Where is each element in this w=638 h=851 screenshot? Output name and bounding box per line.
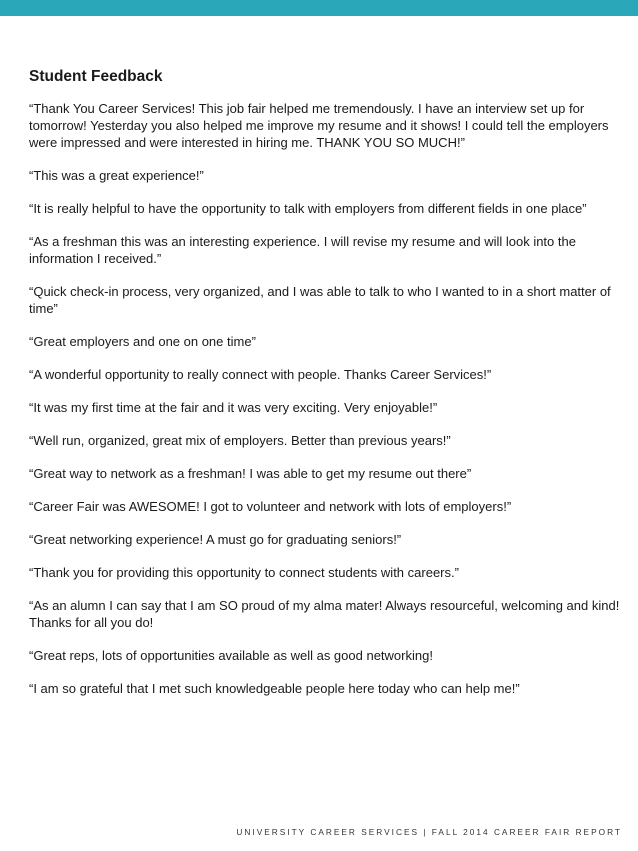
feedback-section (29, 66, 625, 713)
top-accent-bar (0, 0, 638, 16)
feedback-quote: “Thank You Career Services! This job fair helped me tremendously. I have an interview set up for tomorrow! Yesterday you also helped me improve my resume and it shows! I could tell the employers were impressed and were interested in hiring me. THANK YOU SO MUCH!” (29, 101, 609, 150)
feedback-quote: “As a freshman this was an interesting experience. I will revise my resume and will look into the information I received.” (29, 234, 576, 266)
page-footer: UNIVERSITY CAREER SERVICES | FALL 2014 CAREER FAIR REPORT (236, 827, 622, 837)
feedback-quote: “Well run, organized, great mix of employers. Better than previous years!” (29, 433, 451, 448)
feedback-quote: “This was a great experience!” (29, 168, 204, 183)
feedback-quote: “It was my first time at the fair and it was very exciting. Very enjoyable!” (29, 400, 438, 415)
feedback-quote: “A wonderful opportunity to really connect with people. Thanks Career Services!” (29, 367, 492, 382)
feedback-quote: “Career Fair was AWESOME! I got to volunteer and network with lots of employers!” (29, 499, 512, 514)
feedback-quote: “Great employers and one on one time” (29, 334, 256, 349)
section-heading: Student Feedback (29, 68, 163, 85)
feedback-quote: “It is really helpful to have the opportunity to talk with employers from different fields in one place” (29, 201, 587, 216)
feedback-quote: “I am so grateful that I met such knowledgeable people here today who can help me!” (29, 681, 520, 696)
feedback-quote: “Quick check-in process, very organized, and I was able to talk to who I wanted to in a short matter of time” (29, 284, 611, 316)
feedback-quote: “Great networking experience! A must go for graduating seniors!” (29, 532, 402, 547)
feedback-quote: “Great way to network as a freshman! I was able to get my resume out there” (29, 466, 472, 481)
feedback-quote: “Great reps, lots of opportunities available as well as good networking! (29, 648, 433, 663)
feedback-quote: “As an alumn I can say that I am SO proud of my alma mater! Always resourceful, welcoming and kind! Thanks for all you do! (29, 598, 620, 630)
feedback-quote: “Thank you for providing this opportunity to connect students with careers.” (29, 565, 459, 580)
